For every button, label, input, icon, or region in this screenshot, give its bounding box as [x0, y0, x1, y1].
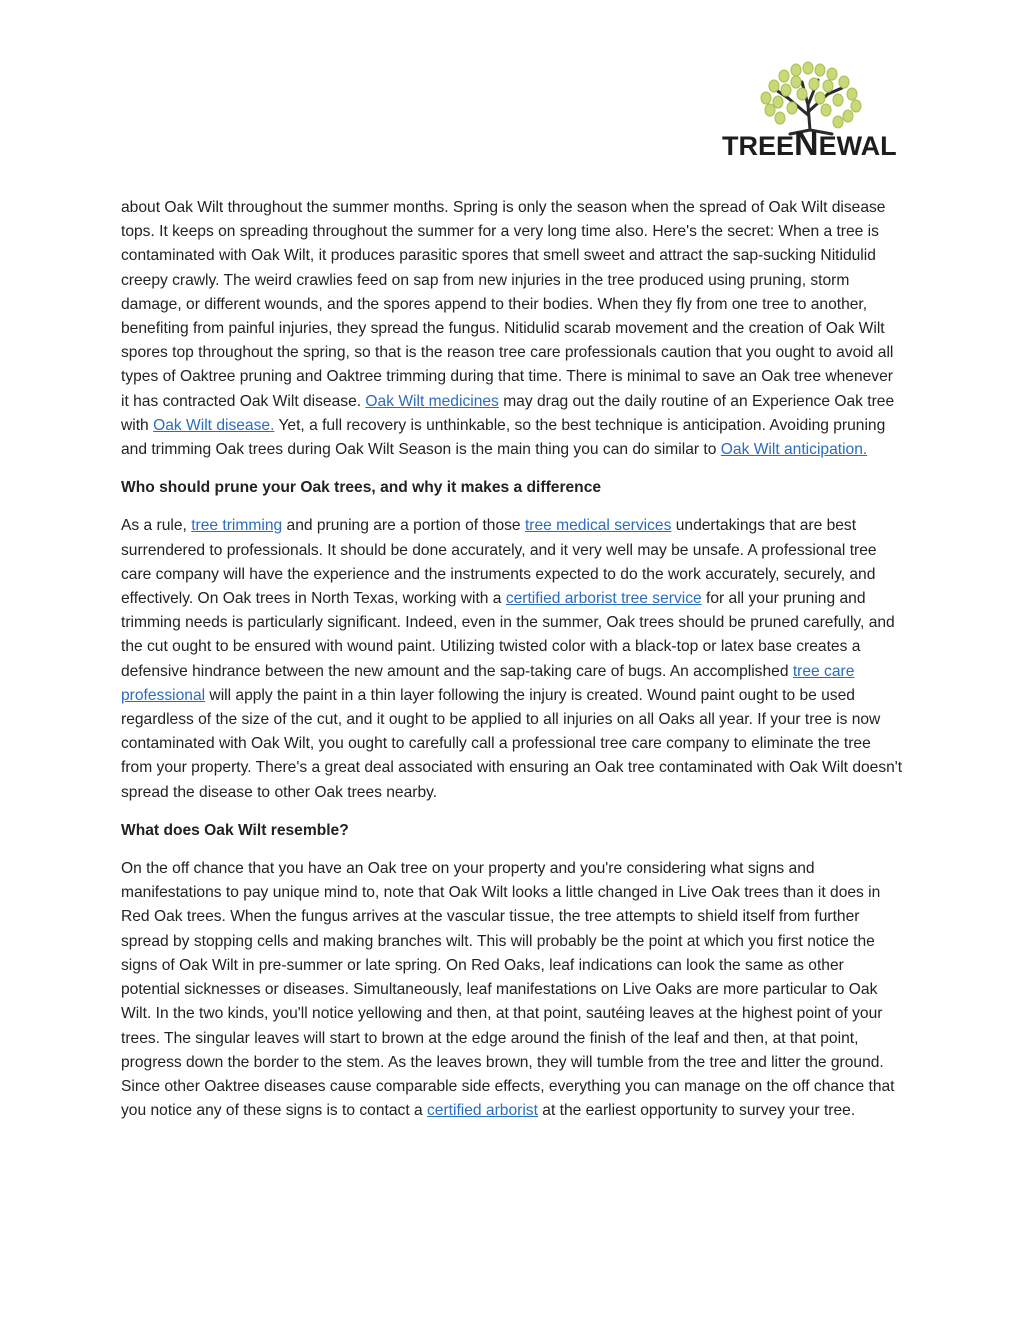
heading-oak-wilt-resemble: What does Oak Wilt resemble?	[121, 821, 349, 839]
link-tree-care-professional[interactable]: tree care professional	[121, 662, 855, 704]
link-certified-arborist-tree-service[interactable]: certified arborist tree service	[505, 590, 702, 608]
heading-who-should-prune: Who should prune your Oak trees, and why it makes a difference	[121, 479, 602, 497]
svg-text:TREENEWAL	[722, 125, 897, 163]
treenewal-logo	[716, 60, 906, 170]
logo-text-a: TREE	[722, 131, 795, 161]
logo-text-b: N	[794, 125, 819, 163]
link-oak-wilt-medicines[interactable]: Oak Wilt medicines	[365, 392, 499, 410]
paragraph-pruning: As a rule, tree trimming and pruning are a portion of those tree medical services undertakings that are best surrendered to professionals. It should be done accurately, and it very well may be unsafe. A professional tree care company will have the experience and the instruments expected to do the work accurately, securely, and effectively. On Oak trees in North Texas, working with a certified arborist tree service for all your pruning and trimming needs is particularly significant. Indeed, even in the summer, Oak trees should be pruned carefully, and the cut ought to be ensured with wound paint. Utilizing twisted color with a black-top or latex base creates a defensive hindrance between the new amount and the sap-taking care of bugs. An accomplished tree care professional will apply the paint in a thin layer following the injury is created. Wound paint ought to be used regardless of the size of the cut, and it ought to be applied to all injuries on all Oaks all year. If your tree is now contaminated with Oak Wilt, you ought to carefully call a professional tree care company to eliminate the tree from your property. There's a great deal associated with ensuring an Oak tree contaminated with Oak Wilt doesn't spread the disease to other Oak trees nearby.	[121, 517, 903, 801]
link-oak-wilt-anticipation[interactable]: Oak Wilt anticipation.	[720, 441, 868, 459]
link-certified-arborist[interactable]: certified arborist	[427, 1102, 538, 1120]
logo-text-c: EWAL	[818, 131, 897, 161]
article-body	[121, 196, 905, 1123]
link-oak-wilt-disease[interactable]: Oak Wilt disease.	[153, 416, 275, 434]
paragraph-intro: about Oak Wilt throughout the summer months. Spring is only the season when the spread of Oak Wilt disease tops. It keeps on spreading throughout the summer for a very long time also. Here's the secret: When a tree is contaminated with Oak Wilt, it produces parasitic spores that smell sweet and attract the sap-sucking Nitidulid creepy crawly. The weird crawlies feed on sap from new injuries in the tree produced using pruning, storm damage, or different wounds, and the spores append to their bodies. When they fly from one tree to another, benefiting from painful injuries, they spread the fungus. Nitidulid scarab movement and the creation of Oak Wilt spores top throughout the spring, so that is the reason tree care professionals caution that you ought to avoid all types of Oaktree pruning and Oaktree trimming during that time. There is minimal to save an Oak tree whenever it has contracted Oak Wilt disease. Oak Wilt medicines may drag out the daily routine of an Experience Oak tree with Oak Wilt disease. Yet, a full recovery is unthinkable, so the best technique is anticipation. Avoiding pruning and trimming Oak trees during Oak Wilt Season is the main thing you can do similar to Oak Wilt anticipation.	[121, 199, 895, 459]
paragraph-symptoms: On the off chance that you have an Oak tree on your property and you're considering what signs and manifestations to pay unique mind to, note that Oak Wilt looks a little changed in Live Oak trees than it does in Red Oak trees. When the fungus arrives at the vascular tissue, the tree attempts to shield itself from further spread by stopping cells and making branches wilt. This will probably be the point at which you first notice the signs of Oak Wilt in pre-summer or late spring. On Red Oaks, leaf indications can look the same as other potential sicknesses or diseases. Simultaneously, leaf manifestations on Live Oaks are more particular to Oak Wilt. In the two kinds, you'll notice yellowing and then, at that point, sautéing leaves at the highest point of your trees. The singular leaves will start to brown at the edge around the finish of the leaf and then, at that point, progress down the border to the stem. As the leaves brown, they will tumble from the tree and litter the ground. Since other Oaktree diseases cause comparable side effects, everything you can manage on the off chance that you notice any of these signs is to contact a certified arborist at the earliest opportunity to survey your tree.	[121, 860, 895, 1120]
link-tree-trimming[interactable]: tree trimming	[191, 517, 283, 535]
link-tree-medical-services[interactable]: tree medical services	[524, 517, 672, 535]
